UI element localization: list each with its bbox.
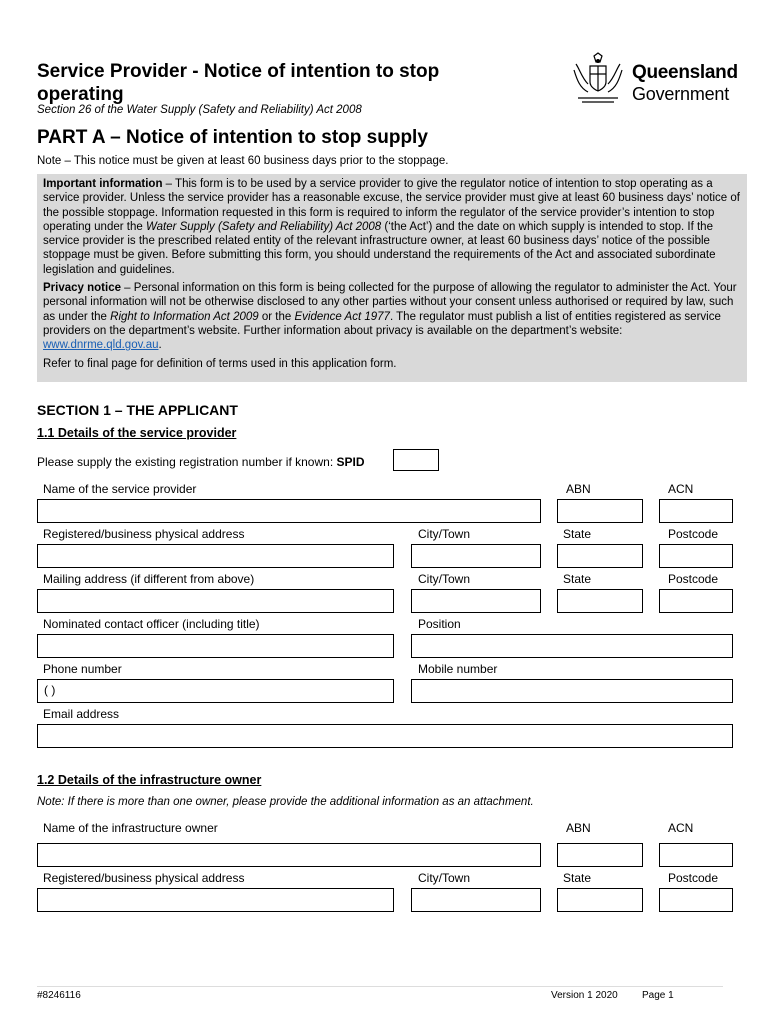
information-box [37,174,747,382]
privacy-notice [43,281,741,352]
privacy-text-3: . The regulator must publish a list of entities registered as service providers on the department’s website. Further information about privacy is available on the department’s website: [43,310,721,337]
owner-reg-postcode-input[interactable] [659,888,733,912]
phone-area-code-prefix: ( ) [44,683,56,697]
coat-of-arms-icon [568,52,628,110]
page-number: Page 1 [642,990,674,1001]
owner-abn-label: ABN [566,821,591,835]
owner-reg-postcode-label: Postcode [668,871,719,885]
privacy-act-evidence: Evidence Act 1977 [294,310,390,323]
privacy-text-2: or the [258,310,295,323]
owner-reg-city-input[interactable] [411,888,541,912]
refer-note: Refer to final page for definition of terms used in this application form. [43,357,397,370]
provider-acn-input[interactable] [659,499,733,523]
privacy-text-1: – Personal information on this form is being collected for the purpose of allowing the regulator to administer the Act. Your personal information will not be otherwise disclosed to any other parties without your consent unless authorised or required by law, such as under the [43,282,737,323]
document-number: #8246116 [37,990,81,1001]
privacy-text-4: . [158,339,162,352]
owner-acn-label: ACN [668,821,694,835]
owner-acn-input[interactable] [659,843,733,867]
department-website-link[interactable]: www.dnrme.qld.gov.au [43,339,159,352]
part-a-note: Note – This notice must be given at least 60 business days prior to the stoppage. [37,155,449,167]
owner-name-input[interactable] [37,843,541,867]
provider-mail-state-input[interactable] [557,589,643,613]
spid-prompt-text: Please supply the existing registration number if known: [37,455,337,469]
subsection-1-1-heading: 1.1 Details of the service provider [37,426,237,440]
provider-abn-label: ABN [566,482,591,496]
mobile-label: Mobile number [418,662,498,676]
owner-name-label: Name of the infrastructure owner [43,821,218,835]
privacy-act-rti: Right to Information Act 2009 [110,310,259,323]
section-1-heading: SECTION 1 – THE APPLICANT [37,402,238,418]
owner-reg-city-label: City/Town [418,871,471,885]
provider-reg-address-label: Registered/business physical address [43,527,245,541]
important-act: Water Supply (Safety and Reliability) Act 2008 [145,220,382,233]
provider-name-label: Name of the service provider [43,482,197,496]
provider-reg-state-input[interactable] [557,544,643,568]
email-label: Email address [43,707,120,721]
part-a-heading: PART A – Notice of intention to stop supply [37,127,428,148]
privacy-label: Privacy notice [43,282,121,295]
owner-abn-input[interactable] [557,843,643,867]
subsection-1-2-heading: 1.2 Details of the infrastructure owner [37,773,262,787]
provider-abn-input[interactable] [557,499,643,523]
phone-input[interactable] [37,679,394,703]
mobile-input[interactable] [411,679,733,703]
position-input[interactable] [411,634,733,658]
form-subtitle: Section 26 of the Water Supply (Safety and Reliability) Act 2008 [37,104,362,116]
contact-officer-label: Nominated contact officer (including title) [43,617,260,631]
footer-divider [37,986,723,987]
form-title: Service Provider - Notice of intention to stop operating [37,61,440,105]
important-text-1: – This form is to be used by a service provider to give the regulator notice of intention to stop operating as a service provider. Unless the service provider has a reasonable excuse, the service provider must give at least 60 business days’ notice of the possible stoppage. Information requested in this form is required to inform the regulator of the service provider’s intention to stop operating under the [43,178,740,233]
important-label: Important information [43,178,163,190]
email-input[interactable] [37,724,733,748]
provider-mail-address-label: Mailing address (if different from above) [43,572,255,586]
position-label: Position [418,617,461,631]
important-information [43,177,741,277]
logo-text-queensland: Queensland [632,62,738,83]
provider-reg-city-label: City/Town [418,527,471,541]
provider-mail-state-label: State [563,572,592,586]
provider-mail-city-input[interactable] [411,589,541,613]
owner-reg-state-label: State [563,871,592,885]
version-label: Version 1 2020 [551,990,618,1001]
owner-reg-address-input[interactable] [37,888,394,912]
important-text-2: (‘the Act’) and the date on which supply is intended to stop. If the service provider is the prescribed related entity of the relevant infrastructure owner, at least 60 business days’ notice of the possible stoppage must be given. Before submitting this form, you should understand the requirements of the Act and associated subordinate legislation and guidelines. [43,220,716,276]
provider-reg-postcode-input[interactable] [659,544,733,568]
provider-acn-label: ACN [668,482,694,496]
contact-officer-input[interactable] [37,634,394,658]
provider-reg-address-input[interactable] [37,544,394,568]
provider-mail-postcode-input[interactable] [659,589,733,613]
spid-prompt [37,455,365,469]
spid-input[interactable] [393,449,439,471]
logo-text-government: Government [632,84,730,104]
provider-reg-state-label: State [563,527,592,541]
provider-name-input[interactable] [37,499,541,523]
subsection-1-2-note: Note: If there is more than one owner, please provide the additional information as an attachment. [37,796,534,808]
provider-reg-postcode-label: Postcode [668,527,719,541]
phone-label: Phone number [43,662,122,676]
owner-reg-address-label: Registered/business physical address [43,871,245,885]
owner-reg-state-input[interactable] [557,888,643,912]
provider-mail-postcode-label: Postcode [668,572,719,586]
provider-mail-city-label: City/Town [418,572,471,586]
queensland-government-logo [568,52,743,110]
provider-reg-city-input[interactable] [411,544,541,568]
spid-label: SPID [336,455,365,469]
provider-mail-address-input[interactable] [37,589,394,613]
